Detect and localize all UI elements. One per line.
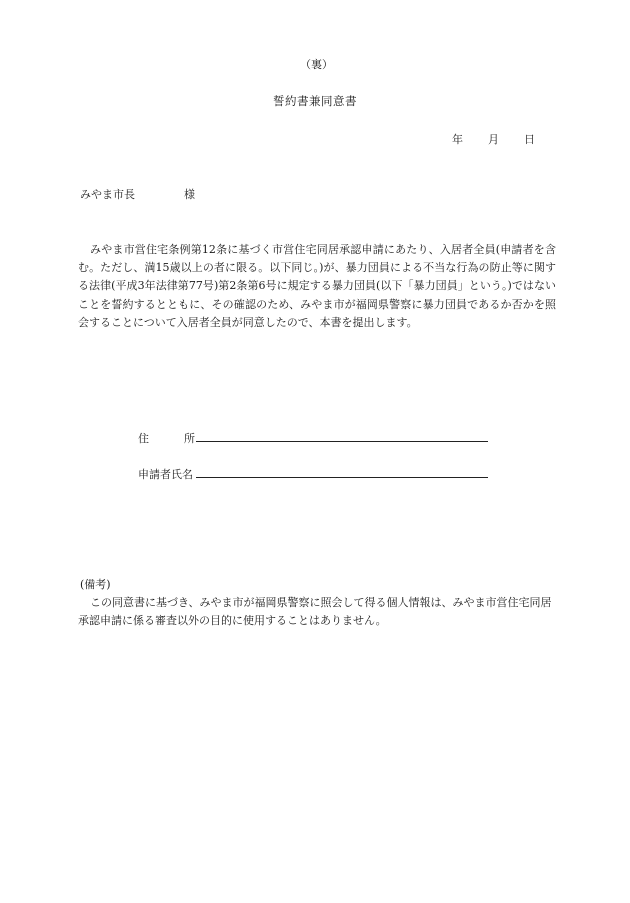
pledge-body-paragraph: みやま市営住宅条例第12条に基づく市営住宅同居承認申請にあたり、入居者全員(申請者を含む。ただし、満15歳以上の者に限る。以下同じ。)が、暴力団員による不当な行為の防止等に関する法律(平成3年法律第77号)第2条第6号に規定する暴力団員(以下「暴力団員」という。)ではないことを誓約するとともに、その確認のため、みやま市が福岡県警察に暴力団員であるか否かを照会することについて入居者全員が同意したので、本書を提出します。 <box>78 243 556 329</box>
note-title: (備考) <box>80 578 111 591</box>
address-label-part1: 住 <box>138 432 149 445</box>
addressee-name: みやま市長 <box>80 188 135 201</box>
date-year-label: 年 <box>452 133 463 146</box>
addressee-suffix: 様 <box>184 188 195 201</box>
note-body: この同意書に基づき、みやま市が福岡県警察に照会して得る個人情報は、みやま市営住宅同居承認申請に係る審査以外の目的に使用することはありません。 <box>78 596 552 628</box>
date-month-label: 月 <box>488 133 499 146</box>
date-day-label: 日 <box>524 133 535 146</box>
address-input-line[interactable] <box>196 441 488 442</box>
applicant-name-label: 申請者氏名 <box>138 468 193 481</box>
page-side-label: （裏） <box>300 58 333 71</box>
document-title: 誓約書兼同意書 <box>273 94 357 108</box>
address-label-part2: 所 <box>184 432 195 445</box>
applicant-name-input-line[interactable] <box>196 477 488 478</box>
